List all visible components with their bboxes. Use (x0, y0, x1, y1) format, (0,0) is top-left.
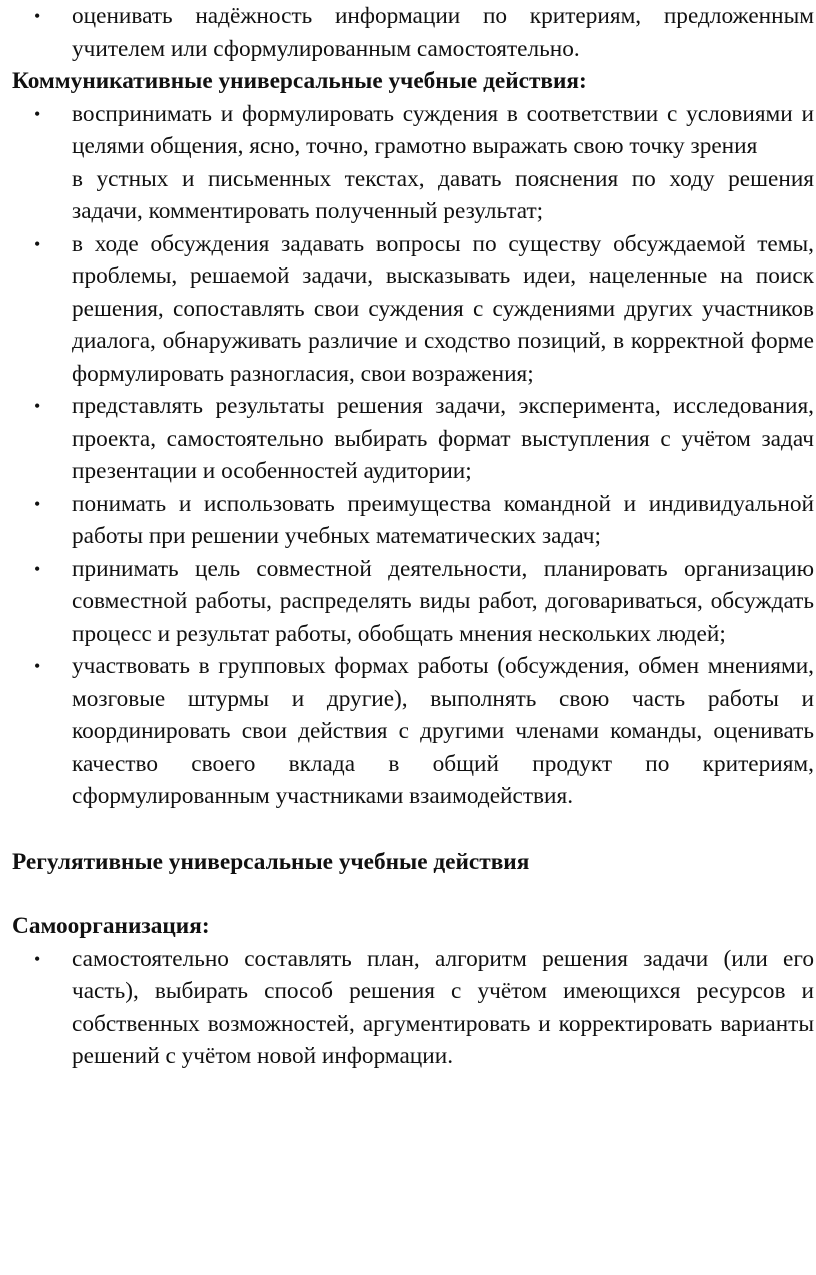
list-item-text: участвовать в групповых формах работы (обсуждения, обмен мнениями, мозговые штурмы и другие), выполнять свою часть работы и координировать свои действия с другими членами команды, оценивать качество своего вклада в общий продукт по критериям, сформулированным участниками взаимодействия. (72, 653, 814, 809)
bullet-icon: • (34, 103, 41, 124)
list-item-text: оценивать надёжность информации по критериям, предложенным учителем или сформулированным самостоятельно. (72, 3, 814, 62)
document-page (12, 0, 814, 1073)
list-item-text: самостоятельно составлять план, алгоритм решения задачи (или его часть), выбирать способ решения с учётом имеющихся ресурсов и собственных возможностей, аргументировать и корректировать варианты решений с учётом новой информации. (72, 945, 814, 1069)
communicative-list (12, 98, 814, 813)
bullet-icon: • (34, 233, 41, 254)
list-item-text: в ходе обсуждения задавать вопросы по существу обсуждаемой темы, проблемы, решаемой задачи, высказывать идеи, нацеленные на поиск решения, сопоставлять свои суждения с суждениями других участников диалога, обнаруживать различие и сходство позиций, в корректной форме формулировать разногласия, свои возражения; (72, 230, 814, 387)
list-item (12, 228, 814, 391)
list-item-text: принимать цель совместной деятельности, планировать организацию совместной работы, распределять виды работ, договариваться, обсуждать процесс и результат работы, обобщать мнения нескольких людей; (72, 555, 814, 647)
list-item-text: представлять результаты решения задачи, эксперимента, исследования, проекта, самостоятельно выбирать формат выступления с учётом задач презентации и особенностей аудитории; (72, 393, 814, 484)
list-item (12, 553, 814, 651)
list-item (12, 650, 814, 813)
bullet-icon: • (34, 656, 41, 676)
list-item (12, 98, 814, 163)
list-item-text: воспринимать и формулировать суждения в соответствии с условиями и целями общения, ясно, точно, грамотно выражать свою точку зрения (72, 100, 814, 159)
list-item (12, 943, 814, 1073)
bullet-icon: • (34, 558, 41, 579)
self-organization-list (12, 943, 814, 1073)
list-item-text: понимать и использовать преимущества командной и индивидуальной работы при решении учебных математических задач; (72, 490, 814, 549)
bullet-icon: • (34, 948, 41, 969)
list-item (12, 0, 814, 65)
list-item (12, 390, 814, 488)
bullet-icon: • (34, 6, 41, 26)
top-bullet-list (12, 0, 814, 65)
regulatory-heading: Регулятивные универсальные учебные действия (12, 848, 530, 875)
list-item (12, 488, 814, 553)
list-item-continuation (12, 163, 814, 228)
communicative-heading: Коммуникативные универсальные учебные действия: (12, 68, 587, 94)
bullet-icon: • (34, 493, 41, 514)
self-organization-heading: Самоорганизация: (12, 913, 210, 939)
spacer (12, 813, 814, 846)
list-item-text: в устных и письменных текстах, давать пояснения по ходу решения задачи, комментировать полученный результат; (72, 165, 814, 224)
bullet-icon: • (34, 396, 41, 416)
spacer (12, 878, 814, 910)
